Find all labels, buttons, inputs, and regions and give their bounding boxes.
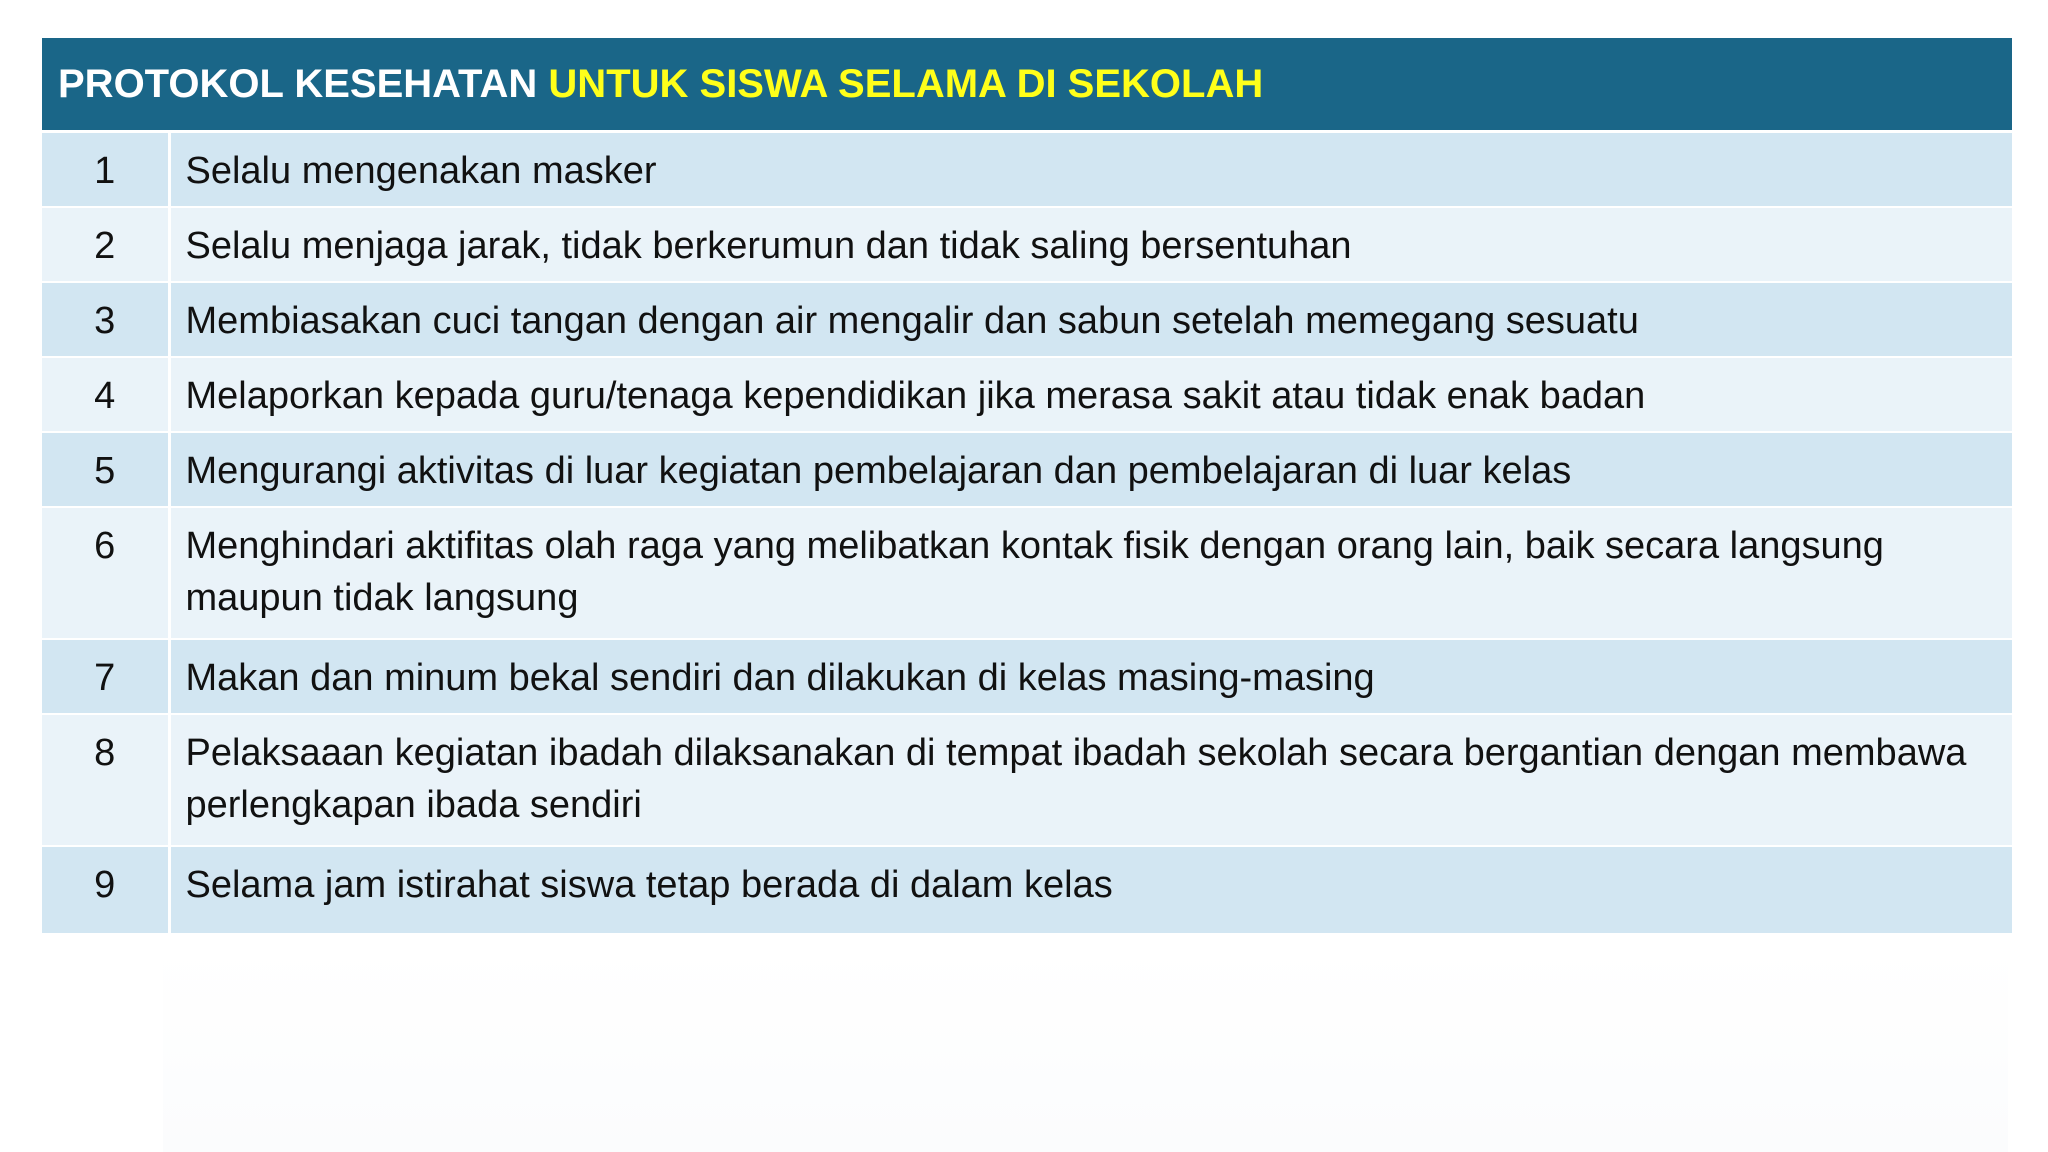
row-number: 6 bbox=[42, 507, 169, 639]
table-row bbox=[42, 207, 2012, 282]
row-text: Membiasakan cuci tangan dengan air mengalir dan sabun setelah memegang sesuatu bbox=[169, 282, 2012, 357]
row-text: Menghindari aktifitas olah raga yang melibatkan kontak fisik dengan orang lain, baik secara langsung maupun tidak langsung bbox=[169, 507, 2012, 639]
table-row bbox=[42, 357, 2012, 432]
row-text: Selalu menjaga jarak, tidak berkerumun dan tidak saling bersentuhan bbox=[169, 207, 2012, 282]
row-text: Selama jam istirahat siswa tetap berada di dalam kelas bbox=[169, 846, 2012, 934]
row-text: Melaporkan kepada guru/tenaga kependidikan jika merasa sakit atau tidak enak badan bbox=[169, 357, 2012, 432]
row-number: 4 bbox=[42, 357, 169, 432]
table-row bbox=[42, 846, 2012, 934]
row-number: 2 bbox=[42, 207, 169, 282]
protocol-table bbox=[42, 38, 2012, 935]
table-row bbox=[42, 132, 2012, 208]
row-number: 9 bbox=[42, 846, 169, 934]
row-text: Selalu mengenakan masker bbox=[169, 132, 2012, 208]
slide-bottom-area bbox=[163, 948, 2008, 1152]
table-row bbox=[42, 282, 2012, 357]
table-title bbox=[42, 38, 2012, 132]
table-title-part2: UNTUK SISWA SELAMA DI SEKOLAH bbox=[548, 61, 1264, 106]
table-title-part1: PROTOKOL KESEHATAN bbox=[58, 61, 538, 106]
table-row bbox=[42, 507, 2012, 639]
row-number: 8 bbox=[42, 714, 169, 846]
row-text: Mengurangi aktivitas di luar kegiatan pembelajaran dan pembelajaran di luar kelas bbox=[169, 432, 2012, 507]
row-text: Makan dan minum bekal sendiri dan dilakukan di kelas masing-masing bbox=[169, 639, 2012, 714]
row-number: 3 bbox=[42, 282, 169, 357]
row-text: Pelaksaaan kegiatan ibadah dilaksanakan di tempat ibadah sekolah secara bergantian dengan membawa perlengkapan ibada sendiri bbox=[169, 714, 2012, 846]
row-number: 1 bbox=[42, 132, 169, 208]
row-number: 7 bbox=[42, 639, 169, 714]
table-row bbox=[42, 432, 2012, 507]
table-header-row bbox=[42, 38, 2012, 132]
table-row bbox=[42, 714, 2012, 846]
table-row bbox=[42, 639, 2012, 714]
row-number: 5 bbox=[42, 432, 169, 507]
